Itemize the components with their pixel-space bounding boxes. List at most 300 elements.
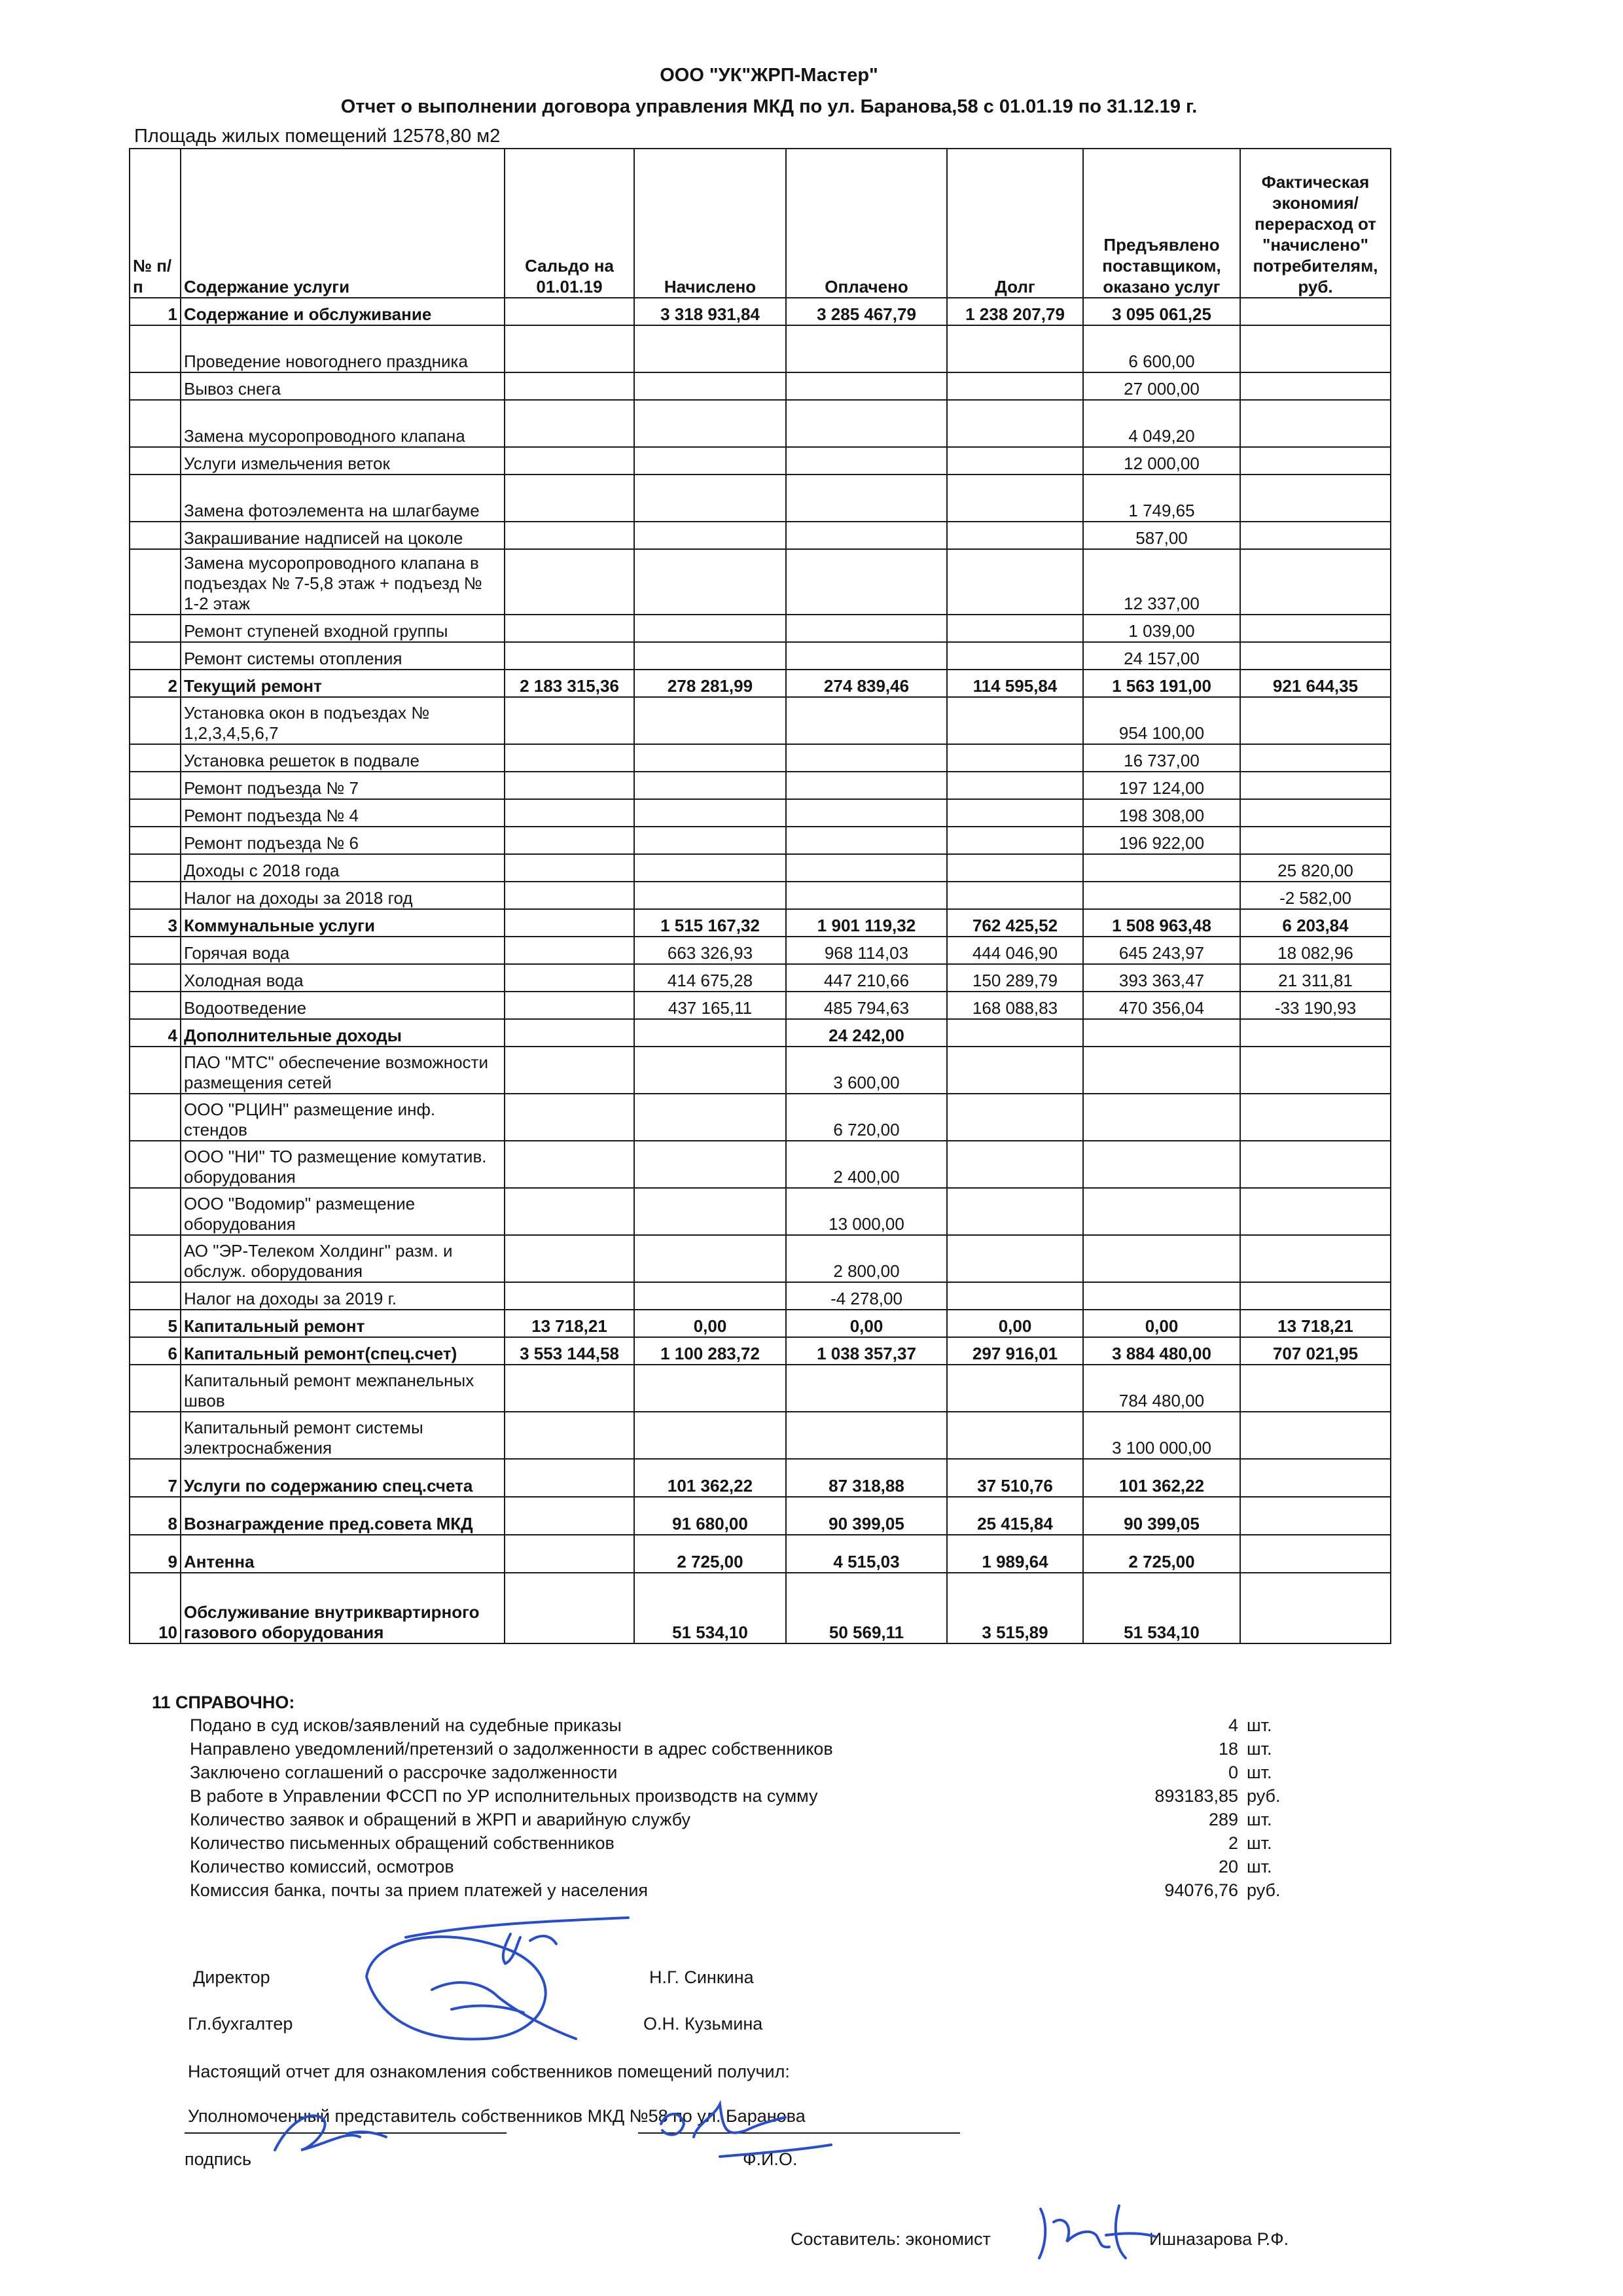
- row-economy: [1240, 1094, 1391, 1141]
- reference-item-value: 0: [1228, 1763, 1238, 1782]
- row-number: 4: [130, 1019, 181, 1047]
- row-saldo: [505, 799, 634, 827]
- row-saldo: [505, 372, 634, 400]
- row-number: [130, 1188, 181, 1235]
- representative-text: Уполномоченный представитель собственников МКД №58 по ул. Баранова: [188, 2106, 806, 2126]
- table-row: [130, 1235, 1391, 1282]
- row-economy: [1240, 400, 1391, 447]
- row-paid: [786, 799, 947, 827]
- table-row: [130, 1141, 1391, 1188]
- representative-signature-icon: [262, 2085, 838, 2170]
- row-debt: [947, 827, 1083, 854]
- row-number: [130, 400, 181, 447]
- row-debt: [947, 615, 1083, 642]
- table-row: [130, 882, 1391, 909]
- row-paid: [786, 1365, 947, 1412]
- row-number: [130, 642, 181, 670]
- row-service: ООО "НИ" ТО размещение комутатив. оборудования: [181, 1141, 505, 1188]
- row-paid: [786, 400, 947, 447]
- row-paid: 50 569,11: [786, 1573, 947, 1643]
- row-economy: -2 582,00: [1240, 882, 1391, 909]
- director-label: Директор: [193, 1967, 270, 1987]
- row-economy: [1240, 475, 1391, 522]
- row-service: Содержание и обслуживание: [181, 298, 505, 325]
- row-charged: [634, 372, 786, 400]
- reference-item-unit: руб.: [1247, 1880, 1281, 1900]
- row-service: Горячая вода: [181, 937, 505, 964]
- table-row: [130, 697, 1391, 744]
- row-saldo: [505, 549, 634, 615]
- table-row: [130, 1497, 1391, 1535]
- row-number: 9: [130, 1535, 181, 1573]
- row-charged: 1 515 167,32: [634, 909, 786, 937]
- row-number: 10: [130, 1573, 181, 1643]
- row-service: Ремонт подъезда № 7: [181, 772, 505, 799]
- row-presented: [1083, 1094, 1240, 1141]
- row-debt: [947, 799, 1083, 827]
- row-charged: 663 326,93: [634, 937, 786, 964]
- row-saldo: [505, 522, 634, 549]
- row-presented: 3 884 480,00: [1083, 1337, 1240, 1365]
- row-presented: 784 480,00: [1083, 1365, 1240, 1412]
- row-debt: 25 415,84: [947, 1497, 1083, 1535]
- row-number: [130, 475, 181, 522]
- table-row: [130, 827, 1391, 854]
- row-number: [130, 937, 181, 964]
- reference-item-text: Комиссия банка, почты за прием платежей у населения: [190, 1880, 649, 1900]
- row-economy: -33 190,93: [1240, 992, 1391, 1019]
- table-row: [130, 799, 1391, 827]
- row-debt: [947, 400, 1083, 447]
- row-debt: [947, 1141, 1083, 1188]
- row-paid: [786, 1412, 947, 1459]
- reference-item-value: 4: [1228, 1715, 1238, 1735]
- table-row: [130, 522, 1391, 549]
- row-paid: 2 800,00: [786, 1235, 947, 1282]
- row-charged: [634, 615, 786, 642]
- row-service: Услуги измельчения веток: [181, 447, 505, 475]
- row-service: ООО "РЦИН" размещение инф. стендов: [181, 1094, 505, 1141]
- row-saldo: [505, 1188, 634, 1235]
- row-debt: 1 989,64: [947, 1535, 1083, 1573]
- row-presented: [1083, 1282, 1240, 1310]
- reference-item-value: 20: [1218, 1857, 1238, 1876]
- row-paid: 0,00: [786, 1310, 947, 1337]
- row-number: 7: [130, 1459, 181, 1497]
- row-charged: [634, 799, 786, 827]
- row-number: [130, 615, 181, 642]
- row-number: [130, 882, 181, 909]
- row-saldo: [505, 1141, 634, 1188]
- row-service: Антенна: [181, 1535, 505, 1573]
- row-debt: [947, 772, 1083, 799]
- row-saldo: [505, 744, 634, 772]
- row-presented: [1083, 1235, 1240, 1282]
- reference-item-value: 2: [1228, 1833, 1238, 1853]
- row-service: Ремонт системы отопления: [181, 642, 505, 670]
- reference-item-unit: шт.: [1247, 1763, 1272, 1782]
- table-row: [130, 447, 1391, 475]
- row-number: [130, 1282, 181, 1310]
- row-paid: 90 399,05: [786, 1497, 947, 1535]
- row-saldo: [505, 909, 634, 937]
- row-service: Ремонт ступеней входной группы: [181, 615, 505, 642]
- row-paid: 2 400,00: [786, 1141, 947, 1188]
- row-paid: 87 318,88: [786, 1459, 947, 1497]
- row-number: [130, 447, 181, 475]
- row-charged: 437 165,11: [634, 992, 786, 1019]
- compiler-name: Ишназарова Р.Ф.: [1149, 2229, 1289, 2249]
- compiler-signature-icon: [1027, 2196, 1158, 2268]
- row-number: [130, 799, 181, 827]
- row-economy: 921 644,35: [1240, 670, 1391, 697]
- row-number: [130, 827, 181, 854]
- row-service: Услуги по содержанию спец.счета: [181, 1459, 505, 1497]
- header-economy: Фактическая экономия/перерасход от "начислено" потребителям, руб.: [1240, 149, 1391, 298]
- row-charged: [634, 447, 786, 475]
- row-debt: [947, 1365, 1083, 1412]
- row-saldo: [505, 827, 634, 854]
- row-charged: [634, 1365, 786, 1412]
- row-economy: [1240, 642, 1391, 670]
- row-economy: 18 082,96: [1240, 937, 1391, 964]
- row-debt: [947, 1019, 1083, 1047]
- row-charged: 91 680,00: [634, 1497, 786, 1535]
- reference-item-unit: шт.: [1247, 1857, 1272, 1876]
- row-number: [130, 1047, 181, 1094]
- row-economy: 21 311,81: [1240, 964, 1391, 992]
- row-saldo: [505, 882, 634, 909]
- row-number: [130, 549, 181, 615]
- table-row: [130, 325, 1391, 372]
- accountant-name: О.Н. Кузьмина: [643, 2014, 763, 2034]
- row-debt: [947, 697, 1083, 744]
- row-charged: [634, 549, 786, 615]
- row-saldo: [505, 937, 634, 964]
- accountant-label: Гл.бухгалтер: [188, 2014, 293, 2034]
- row-paid: [786, 854, 947, 882]
- row-economy: 6 203,84: [1240, 909, 1391, 937]
- table-row: [130, 1459, 1391, 1497]
- row-service: ООО "Водомир" размещение оборудования: [181, 1188, 505, 1235]
- row-presented: 470 356,04: [1083, 992, 1240, 1019]
- table-row: [130, 1310, 1391, 1337]
- row-presented: 24 157,00: [1083, 642, 1240, 670]
- row-debt: 37 510,76: [947, 1459, 1083, 1497]
- row-debt: [947, 1235, 1083, 1282]
- row-debt: 762 425,52: [947, 909, 1083, 937]
- row-charged: 0,00: [634, 1310, 786, 1337]
- header-service: Содержание услуги: [181, 149, 505, 298]
- row-number: [130, 1365, 181, 1412]
- row-charged: [634, 642, 786, 670]
- row-service: Обслуживание внутриквартирного газового оборудования: [181, 1573, 505, 1643]
- row-charged: [634, 854, 786, 882]
- row-debt: 0,00: [947, 1310, 1083, 1337]
- row-economy: [1240, 522, 1391, 549]
- row-presented: [1083, 1047, 1240, 1094]
- row-charged: [634, 1188, 786, 1235]
- row-economy: [1240, 1047, 1391, 1094]
- row-charged: [634, 744, 786, 772]
- row-economy: [1240, 1412, 1391, 1459]
- row-service: ПАО "МТС" обеспечение возможности размещения сетей: [181, 1047, 505, 1094]
- reference-item-text: Количество письменных обращений собственников: [190, 1833, 615, 1853]
- row-economy: [1240, 1282, 1391, 1310]
- row-service: Установка окон в подъездах № 1,2,3,4,5,6,7: [181, 697, 505, 744]
- reference-item-text: Заключено соглашений о рассрочке задолженности: [190, 1763, 618, 1782]
- row-presented: 1 563 191,00: [1083, 670, 1240, 697]
- row-economy: [1240, 827, 1391, 854]
- reference-item-text: Направлено уведомлений/претензий о задолженности в адрес собственников: [190, 1739, 833, 1759]
- row-number: [130, 854, 181, 882]
- row-service: Закрашивание надписей на цоколе: [181, 522, 505, 549]
- table-row: [130, 909, 1391, 937]
- row-saldo: 2 183 315,36: [505, 670, 634, 697]
- row-paid: 3 600,00: [786, 1047, 947, 1094]
- row-charged: [634, 697, 786, 744]
- row-debt: [947, 882, 1083, 909]
- report-table: [129, 148, 1391, 1644]
- row-presented: 1 508 963,48: [1083, 909, 1240, 937]
- row-paid: [786, 744, 947, 772]
- row-service: АО "ЭР-Телеком Холдинг" разм. и обслуж. оборудования: [181, 1235, 505, 1282]
- row-economy: [1240, 372, 1391, 400]
- table-row: [130, 1188, 1391, 1235]
- table-header-row: [130, 149, 1391, 298]
- row-debt: [947, 372, 1083, 400]
- row-debt: [947, 1188, 1083, 1235]
- row-presented: 27 000,00: [1083, 372, 1240, 400]
- row-debt: [947, 642, 1083, 670]
- row-service: Проведение новогоднего праздника: [181, 325, 505, 372]
- row-number: [130, 1141, 181, 1188]
- row-saldo: [505, 1019, 634, 1047]
- row-debt: [947, 549, 1083, 615]
- row-presented: 1 039,00: [1083, 615, 1240, 642]
- row-charged: [634, 1047, 786, 1094]
- row-paid: -4 278,00: [786, 1282, 947, 1310]
- reference-item-unit: шт.: [1247, 1810, 1272, 1829]
- row-presented: [1083, 1019, 1240, 1047]
- row-service: Налог на доходы за 2018 год: [181, 882, 505, 909]
- row-paid: 485 794,63: [786, 992, 947, 1019]
- row-service: Капитальный ремонт системы электроснабжения: [181, 1412, 505, 1459]
- row-debt: 114 595,84: [947, 670, 1083, 697]
- row-debt: [947, 1282, 1083, 1310]
- row-saldo: [505, 697, 634, 744]
- row-service: Установка решеток в подвале: [181, 744, 505, 772]
- row-debt: [947, 325, 1083, 372]
- row-charged: [634, 1235, 786, 1282]
- header-presented: Предъявлено поставщиком, оказано услуг: [1083, 149, 1240, 298]
- row-number: [130, 1094, 181, 1141]
- row-paid: [786, 522, 947, 549]
- row-debt: 297 916,01: [947, 1337, 1083, 1365]
- reference-item-text: Количество заявок и обращений в ЖРП и аварийную службу: [190, 1810, 690, 1829]
- director-signature-icon: [353, 1898, 694, 2049]
- row-economy: [1240, 1497, 1391, 1535]
- row-service: Текущий ремонт: [181, 670, 505, 697]
- table-row: [130, 964, 1391, 992]
- row-presented: 12 000,00: [1083, 447, 1240, 475]
- row-paid: [786, 549, 947, 615]
- row-number: 8: [130, 1497, 181, 1535]
- row-presented: 51 534,10: [1083, 1573, 1240, 1643]
- row-service: Капитальный ремонт: [181, 1310, 505, 1337]
- reference-item-value: 289: [1208, 1810, 1238, 1829]
- row-debt: 150 289,79: [947, 964, 1083, 992]
- row-presented: 4 049,20: [1083, 400, 1240, 447]
- row-presented: 90 399,05: [1083, 1497, 1240, 1535]
- row-saldo: [505, 1573, 634, 1643]
- row-service: Вознаграждение пред.совета МКД: [181, 1497, 505, 1535]
- reference-item-value: 18: [1218, 1739, 1238, 1759]
- row-presented: 196 922,00: [1083, 827, 1240, 854]
- reference-item-unit: шт.: [1247, 1833, 1272, 1853]
- reference-item-value: 94076,76: [1164, 1880, 1238, 1900]
- table-row: [130, 937, 1391, 964]
- row-service: Водоотведение: [181, 992, 505, 1019]
- reference-item-value: 893183,85: [1154, 1786, 1238, 1806]
- row-saldo: [505, 964, 634, 992]
- table-row: [130, 1573, 1391, 1643]
- row-economy: 13 718,21: [1240, 1310, 1391, 1337]
- row-economy: [1240, 1459, 1391, 1497]
- row-debt: [947, 475, 1083, 522]
- company-name: ООО "УК"ЖРП-Мастер": [660, 65, 878, 86]
- reference-item-text: Подано в суд исков/заявлений на судебные приказы: [190, 1715, 622, 1735]
- row-presented: 197 124,00: [1083, 772, 1240, 799]
- table-row: [130, 772, 1391, 799]
- row-presented: 0,00: [1083, 1310, 1240, 1337]
- row-economy: 25 820,00: [1240, 854, 1391, 882]
- row-presented: 3 100 000,00: [1083, 1412, 1240, 1459]
- row-economy: [1240, 1535, 1391, 1573]
- row-economy: [1240, 1188, 1391, 1235]
- row-economy: [1240, 697, 1391, 744]
- row-presented: 12 337,00: [1083, 549, 1240, 615]
- header-paid: Оплачено: [786, 149, 947, 298]
- table-row: [130, 1019, 1391, 1047]
- row-economy: [1240, 447, 1391, 475]
- row-economy: [1240, 1573, 1391, 1643]
- row-debt: 168 088,83: [947, 992, 1083, 1019]
- row-service: Ремонт подъезда № 6: [181, 827, 505, 854]
- row-economy: [1240, 799, 1391, 827]
- table-row: [130, 372, 1391, 400]
- row-saldo: [505, 475, 634, 522]
- table-row: [130, 549, 1391, 615]
- row-charged: [634, 1094, 786, 1141]
- row-economy: [1240, 325, 1391, 372]
- row-economy: [1240, 1365, 1391, 1412]
- table-body: [130, 298, 1391, 1643]
- row-saldo: [505, 854, 634, 882]
- reference-item-text: В работе в Управлении ФССП по УР исполнительных производств на сумму: [190, 1786, 818, 1806]
- row-number: [130, 697, 181, 744]
- row-saldo: 3 553 144,58: [505, 1337, 634, 1365]
- header-num: № п/п: [130, 149, 181, 298]
- row-service: Вывоз снега: [181, 372, 505, 400]
- row-economy: [1240, 549, 1391, 615]
- row-service: Замена мусоропроводного клапана: [181, 400, 505, 447]
- row-paid: [786, 697, 947, 744]
- row-charged: 414 675,28: [634, 964, 786, 992]
- row-paid: [786, 447, 947, 475]
- row-charged: 51 534,10: [634, 1573, 786, 1643]
- row-debt: [947, 447, 1083, 475]
- row-saldo: [505, 1282, 634, 1310]
- row-presented: 3 095 061,25: [1083, 298, 1240, 325]
- row-saldo: [505, 1497, 634, 1535]
- row-number: [130, 522, 181, 549]
- row-economy: [1240, 772, 1391, 799]
- row-number: [130, 744, 181, 772]
- row-paid: 968 114,03: [786, 937, 947, 964]
- row-service: Холодная вода: [181, 964, 505, 992]
- row-number: 2: [130, 670, 181, 697]
- reference-item-unit: шт.: [1247, 1715, 1272, 1735]
- row-saldo: [505, 992, 634, 1019]
- reference-title: 11 СПРАВОЧНО:: [152, 1693, 295, 1712]
- row-presented: 393 363,47: [1083, 964, 1240, 992]
- row-paid: [786, 827, 947, 854]
- row-saldo: [505, 1094, 634, 1141]
- row-charged: [634, 400, 786, 447]
- row-service: Замена мусоропроводного клапана в подъездах № 7-5,8 этаж + подъезд № 1-2 этаж: [181, 549, 505, 615]
- table-row: [130, 1094, 1391, 1141]
- table-row: [130, 298, 1391, 325]
- row-presented: 1 749,65: [1083, 475, 1240, 522]
- table-row: [130, 1535, 1391, 1573]
- table-row: [130, 475, 1391, 522]
- row-charged: [634, 1019, 786, 1047]
- row-number: [130, 1412, 181, 1459]
- row-number: [130, 772, 181, 799]
- row-saldo: [505, 298, 634, 325]
- row-presented: 645 243,97: [1083, 937, 1240, 964]
- row-paid: [786, 325, 947, 372]
- reference-item-unit: руб.: [1247, 1786, 1281, 1806]
- row-saldo: [505, 615, 634, 642]
- row-charged: [634, 522, 786, 549]
- header-debt: Долг: [947, 149, 1083, 298]
- row-number: 6: [130, 1337, 181, 1365]
- table-row: [130, 744, 1391, 772]
- row-number: 1: [130, 298, 181, 325]
- row-service: Коммунальные услуги: [181, 909, 505, 937]
- report-title: Отчет о выполнении договора управления МКД по ул. Баранова,58 с 01.01.19 по 31.12.19 г.: [340, 96, 1198, 117]
- row-charged: 101 362,22: [634, 1459, 786, 1497]
- row-presented: [1083, 1188, 1240, 1235]
- row-debt: [947, 854, 1083, 882]
- header-charged: Начислено: [634, 149, 786, 298]
- row-service: Капитальный ремонт(спец.счет): [181, 1337, 505, 1365]
- row-charged: [634, 1141, 786, 1188]
- row-charged: [634, 882, 786, 909]
- row-paid: 3 285 467,79: [786, 298, 947, 325]
- row-economy: [1240, 1141, 1391, 1188]
- row-presented: [1083, 1141, 1240, 1188]
- row-number: 5: [130, 1310, 181, 1337]
- row-saldo: [505, 1365, 634, 1412]
- row-number: 3: [130, 909, 181, 937]
- row-presented: [1083, 882, 1240, 909]
- table-row: [130, 1412, 1391, 1459]
- row-paid: 1 038 357,37: [786, 1337, 947, 1365]
- row-saldo: [505, 447, 634, 475]
